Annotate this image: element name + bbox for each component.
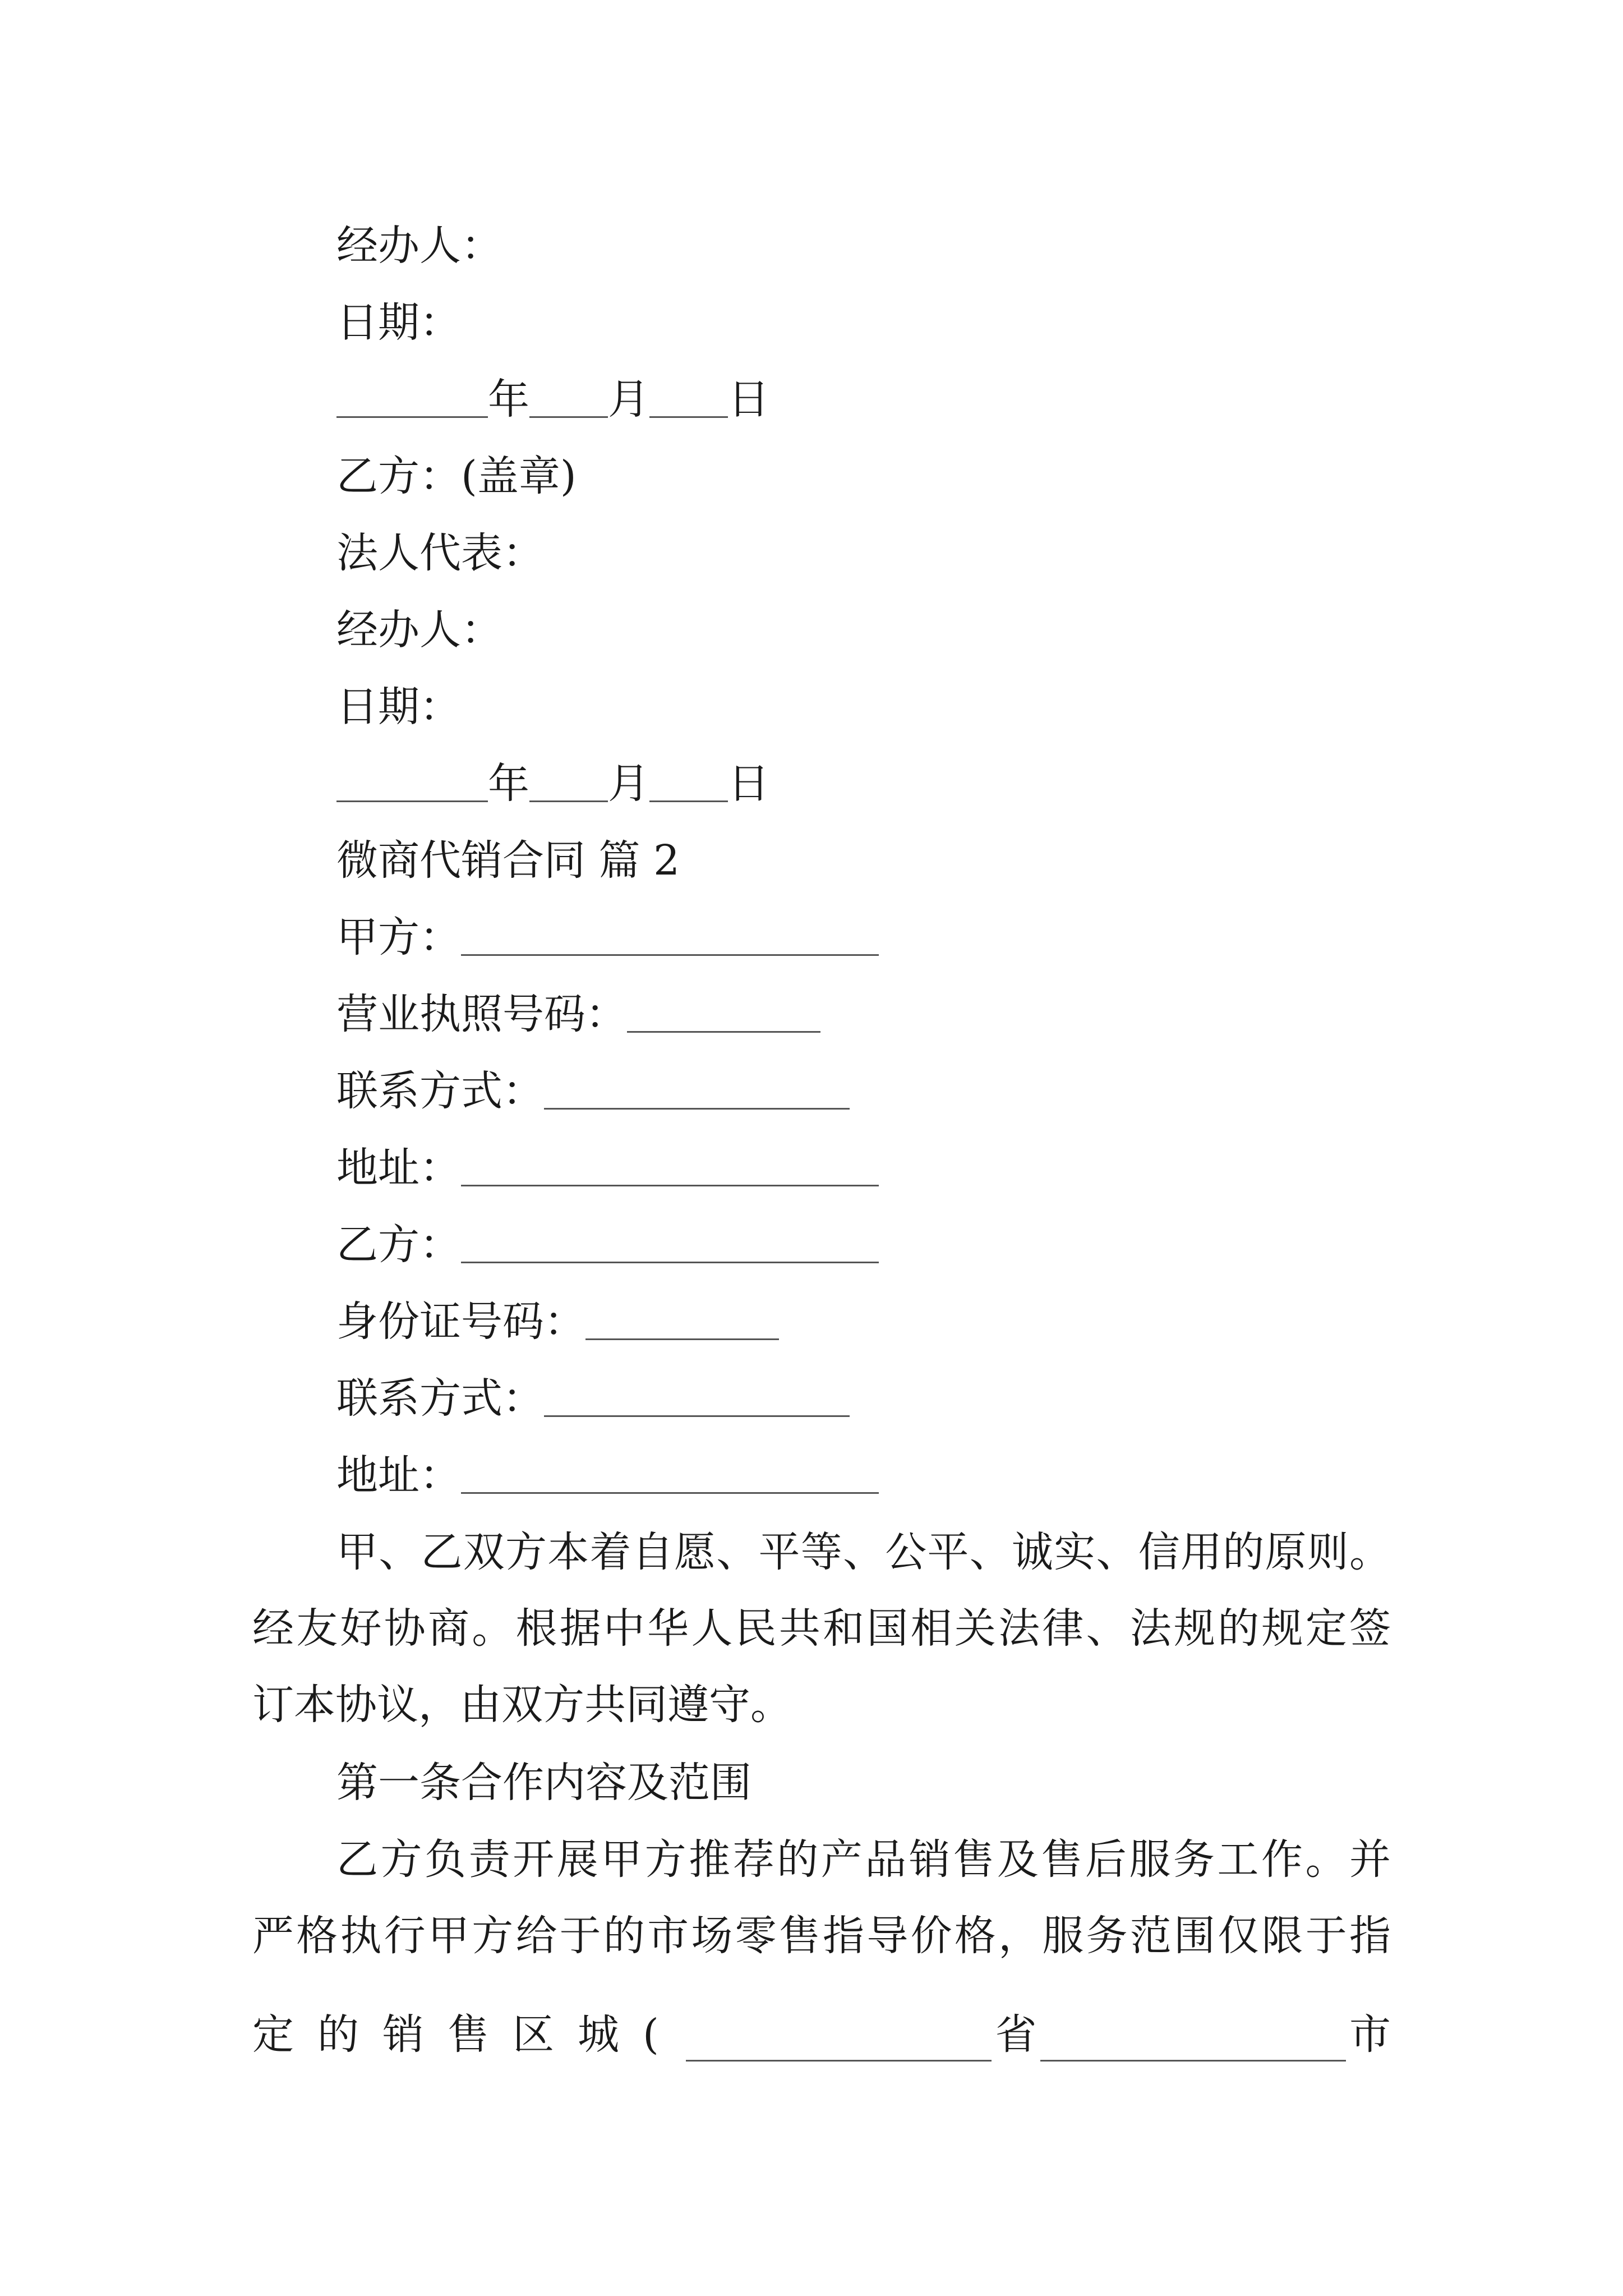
region-prefix: 定的销售区城( bbox=[252, 2010, 683, 2059]
month-blank bbox=[529, 761, 608, 802]
party-b-blank bbox=[461, 1222, 879, 1263]
contact-b-blank bbox=[544, 1376, 850, 1417]
address-b-line bbox=[336, 1448, 879, 1502]
date-label: 日期： bbox=[336, 298, 461, 347]
article-1-heading: 第一条合作内容及范围 bbox=[336, 1759, 751, 1807]
province-text: 省 bbox=[995, 2010, 1037, 2059]
day-blank bbox=[649, 377, 728, 418]
year-text: 年 bbox=[488, 375, 529, 424]
article-1-paragraph bbox=[252, 1833, 1391, 2062]
city-text: 市 bbox=[1349, 2010, 1391, 2059]
year-blank bbox=[336, 761, 488, 802]
id-blank bbox=[585, 1299, 779, 1340]
address-a-line bbox=[336, 1141, 879, 1195]
address-b-blank bbox=[461, 1453, 879, 1494]
license-blank bbox=[627, 992, 820, 1033]
preamble-line: 订本协议，由双方共同遵守。 bbox=[252, 1681, 792, 1729]
party-a-label: 甲方： bbox=[336, 913, 461, 961]
party-b-label: 乙方： bbox=[336, 1221, 461, 1269]
city-blank bbox=[1040, 2021, 1346, 2062]
article-1-region-line bbox=[252, 1985, 1391, 2062]
contract-title: 微商代销合同 篇 2 bbox=[336, 836, 680, 885]
contact-b-line bbox=[336, 1372, 850, 1425]
preamble-line: 经友好协商。根据中华人民共和国相关法律、法规的规定签 bbox=[252, 1604, 1391, 1653]
date-fill-line bbox=[336, 757, 769, 811]
day-text: 日 bbox=[728, 375, 769, 424]
article-1-line: 严格执行甲方给于的市场零售指导价格，服务范围仅限于指 bbox=[252, 1912, 1391, 1960]
address-a-label: 地址： bbox=[336, 1144, 461, 1192]
preamble-line: 甲、乙双方本着自愿、平等、公平、诚实、信用的原则。 bbox=[336, 1528, 1391, 1576]
license-line bbox=[336, 987, 820, 1041]
id-label: 身份证号码： bbox=[336, 1297, 585, 1346]
contact-a-label: 联系方式： bbox=[336, 1067, 544, 1115]
province-blank bbox=[686, 2021, 992, 2062]
year-text: 年 bbox=[488, 760, 529, 808]
preamble-paragraph bbox=[252, 1525, 1391, 1754]
contact-b-label: 联系方式： bbox=[336, 1374, 544, 1423]
year-blank bbox=[336, 377, 488, 418]
license-label: 营业执照号码： bbox=[336, 990, 627, 1038]
month-blank bbox=[529, 377, 608, 418]
legal-rep-label: 法人代表： bbox=[336, 529, 544, 577]
day-blank bbox=[649, 761, 728, 802]
party-a-line bbox=[336, 910, 879, 964]
address-b-label: 地址： bbox=[336, 1451, 461, 1499]
handler-label: 经办人： bbox=[336, 222, 502, 270]
date-fill-line bbox=[336, 372, 769, 426]
date-label: 日期： bbox=[336, 683, 461, 731]
contact-a-blank bbox=[544, 1069, 850, 1110]
party-a-blank bbox=[461, 915, 879, 956]
party-b-line bbox=[336, 1218, 879, 1272]
day-text: 日 bbox=[728, 760, 769, 808]
article-1-line: 乙方负责开展甲方推荐的产品销售及售后服务工作。并 bbox=[336, 1835, 1391, 1884]
contact-a-line bbox=[336, 1064, 850, 1118]
handler-label: 经办人： bbox=[336, 606, 502, 654]
party-b-seal-label: 乙方：(盖章) bbox=[336, 452, 577, 500]
month-text: 月 bbox=[608, 760, 649, 808]
month-text: 月 bbox=[608, 375, 649, 424]
address-a-blank bbox=[461, 1145, 879, 1186]
id-line bbox=[336, 1295, 779, 1349]
